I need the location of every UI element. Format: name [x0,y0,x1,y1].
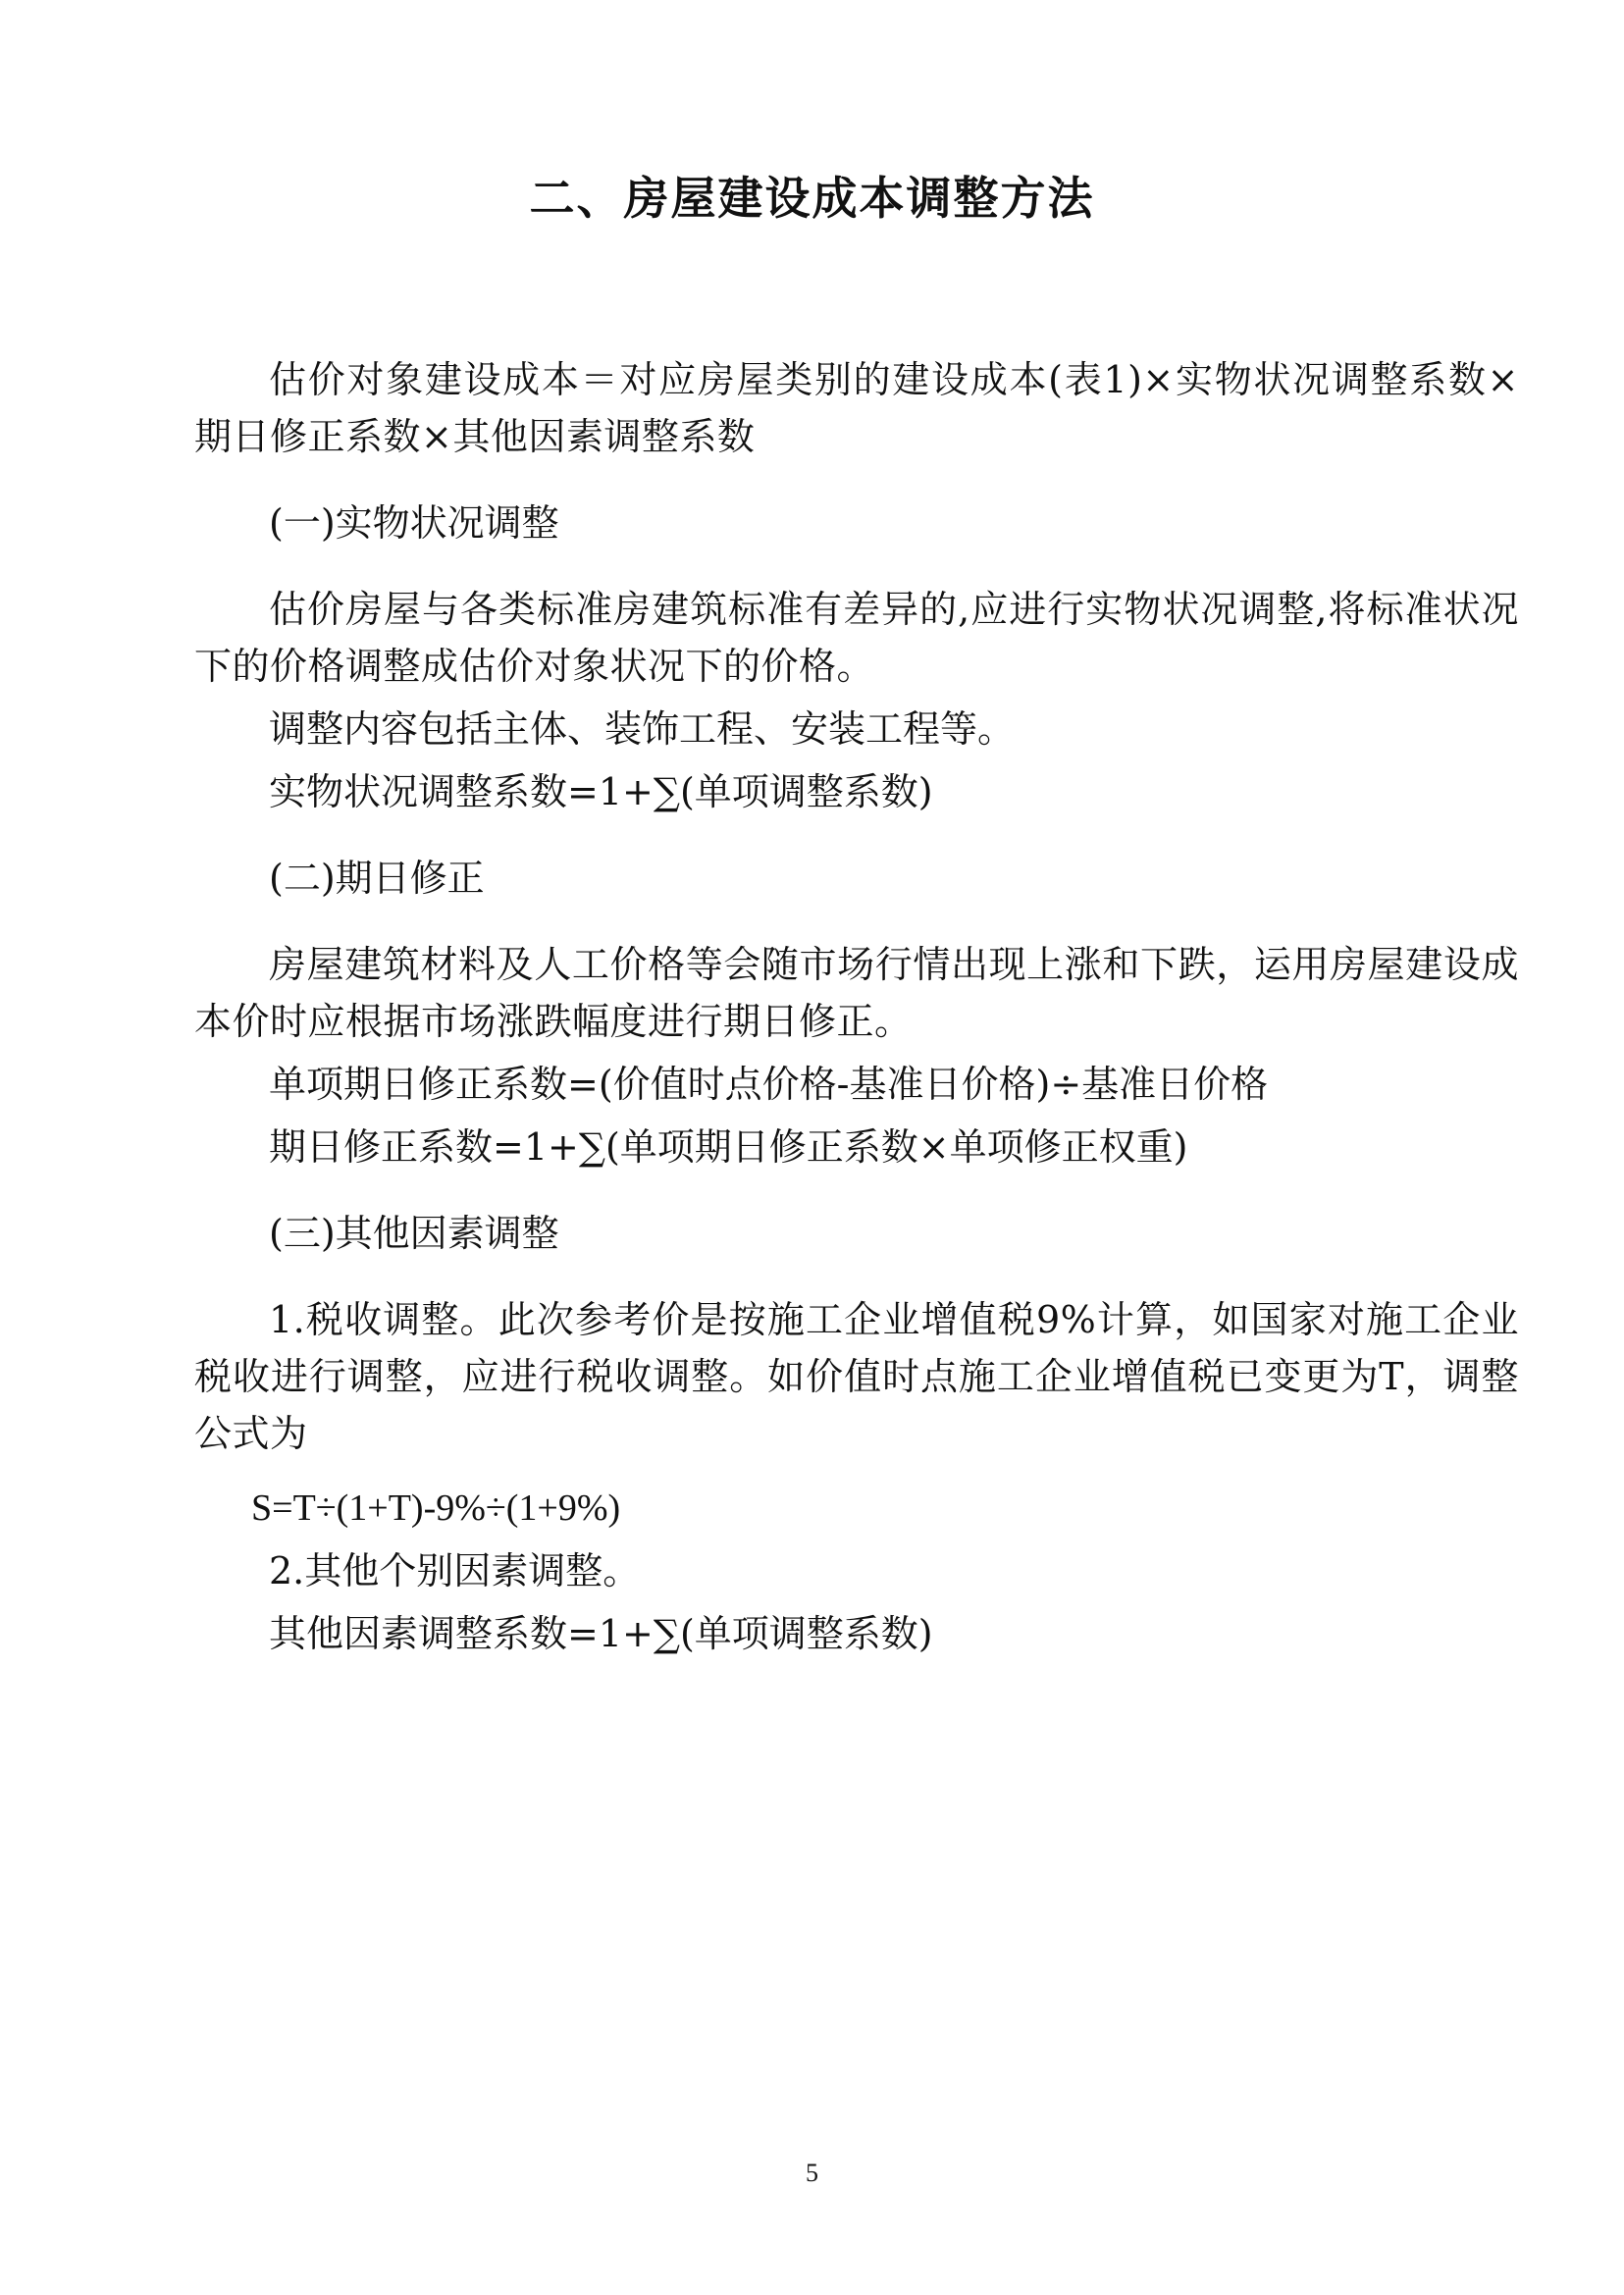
section-heading-physical-condition: (一)实物状况调整 [269,501,559,545]
date-correction-paragraph: 房屋建筑材料及人工价格等会随市场行情出现上涨和下跌，运用房屋建设成本价时应根据市场涨跌幅度进行期日修正。 [194,943,1519,1043]
section-heading-other-factors: (三)其他因素调整 [269,1212,559,1255]
physical-condition-formula: 实物状况调整系数=1+∑(单项调整系数) [269,770,933,813]
page-number: 5 [806,2159,818,2187]
tax-adjustment-formula: S=T÷(1+T)-9%÷(1+9%) [251,1487,621,1529]
date-correction-formula: 期日修正系数=1+∑(单项期日修正系数×单项修正权重) [269,1125,1188,1169]
other-factors-item: 2.其他个别因素调整。 [269,1549,641,1592]
section-heading-date-correction: (二)期日修正 [269,857,485,900]
physical-condition-paragraph: 估价房屋与各类标准房建筑标准有差异的,应进行实物状况调整,将标准状况下的价格调整成估价对象状况下的价格。 [194,588,1519,688]
single-date-correction-formula: 单项期日修正系数=(价值时点价格-基准日价格)÷基准日价格 [269,1063,1269,1106]
intro-formula-paragraph: 估价对象建设成本＝对应房屋类别的建设成本(表1)×实物状况调整系数×期日修正系数×其他因素调整系数 [194,358,1519,458]
page-title: 二、房屋建设成本调整方法 [529,172,1095,225]
tax-adjustment-paragraph: 1.税收调整。此次参考价是按施工企业增值税9%计算，如国家对施工企业税收进行调整，应进行税收调整。如价值时点施工企业增值税已变更为T，调整公式为 [194,1298,1519,1455]
adjustment-content-paragraph: 调整内容包括主体、装饰工程、安装工程等。 [269,707,1016,751]
document-body [194,351,1519,1662]
other-factors-formula: 其他因素调整系数=1+∑(单项调整系数) [269,1612,933,1655]
